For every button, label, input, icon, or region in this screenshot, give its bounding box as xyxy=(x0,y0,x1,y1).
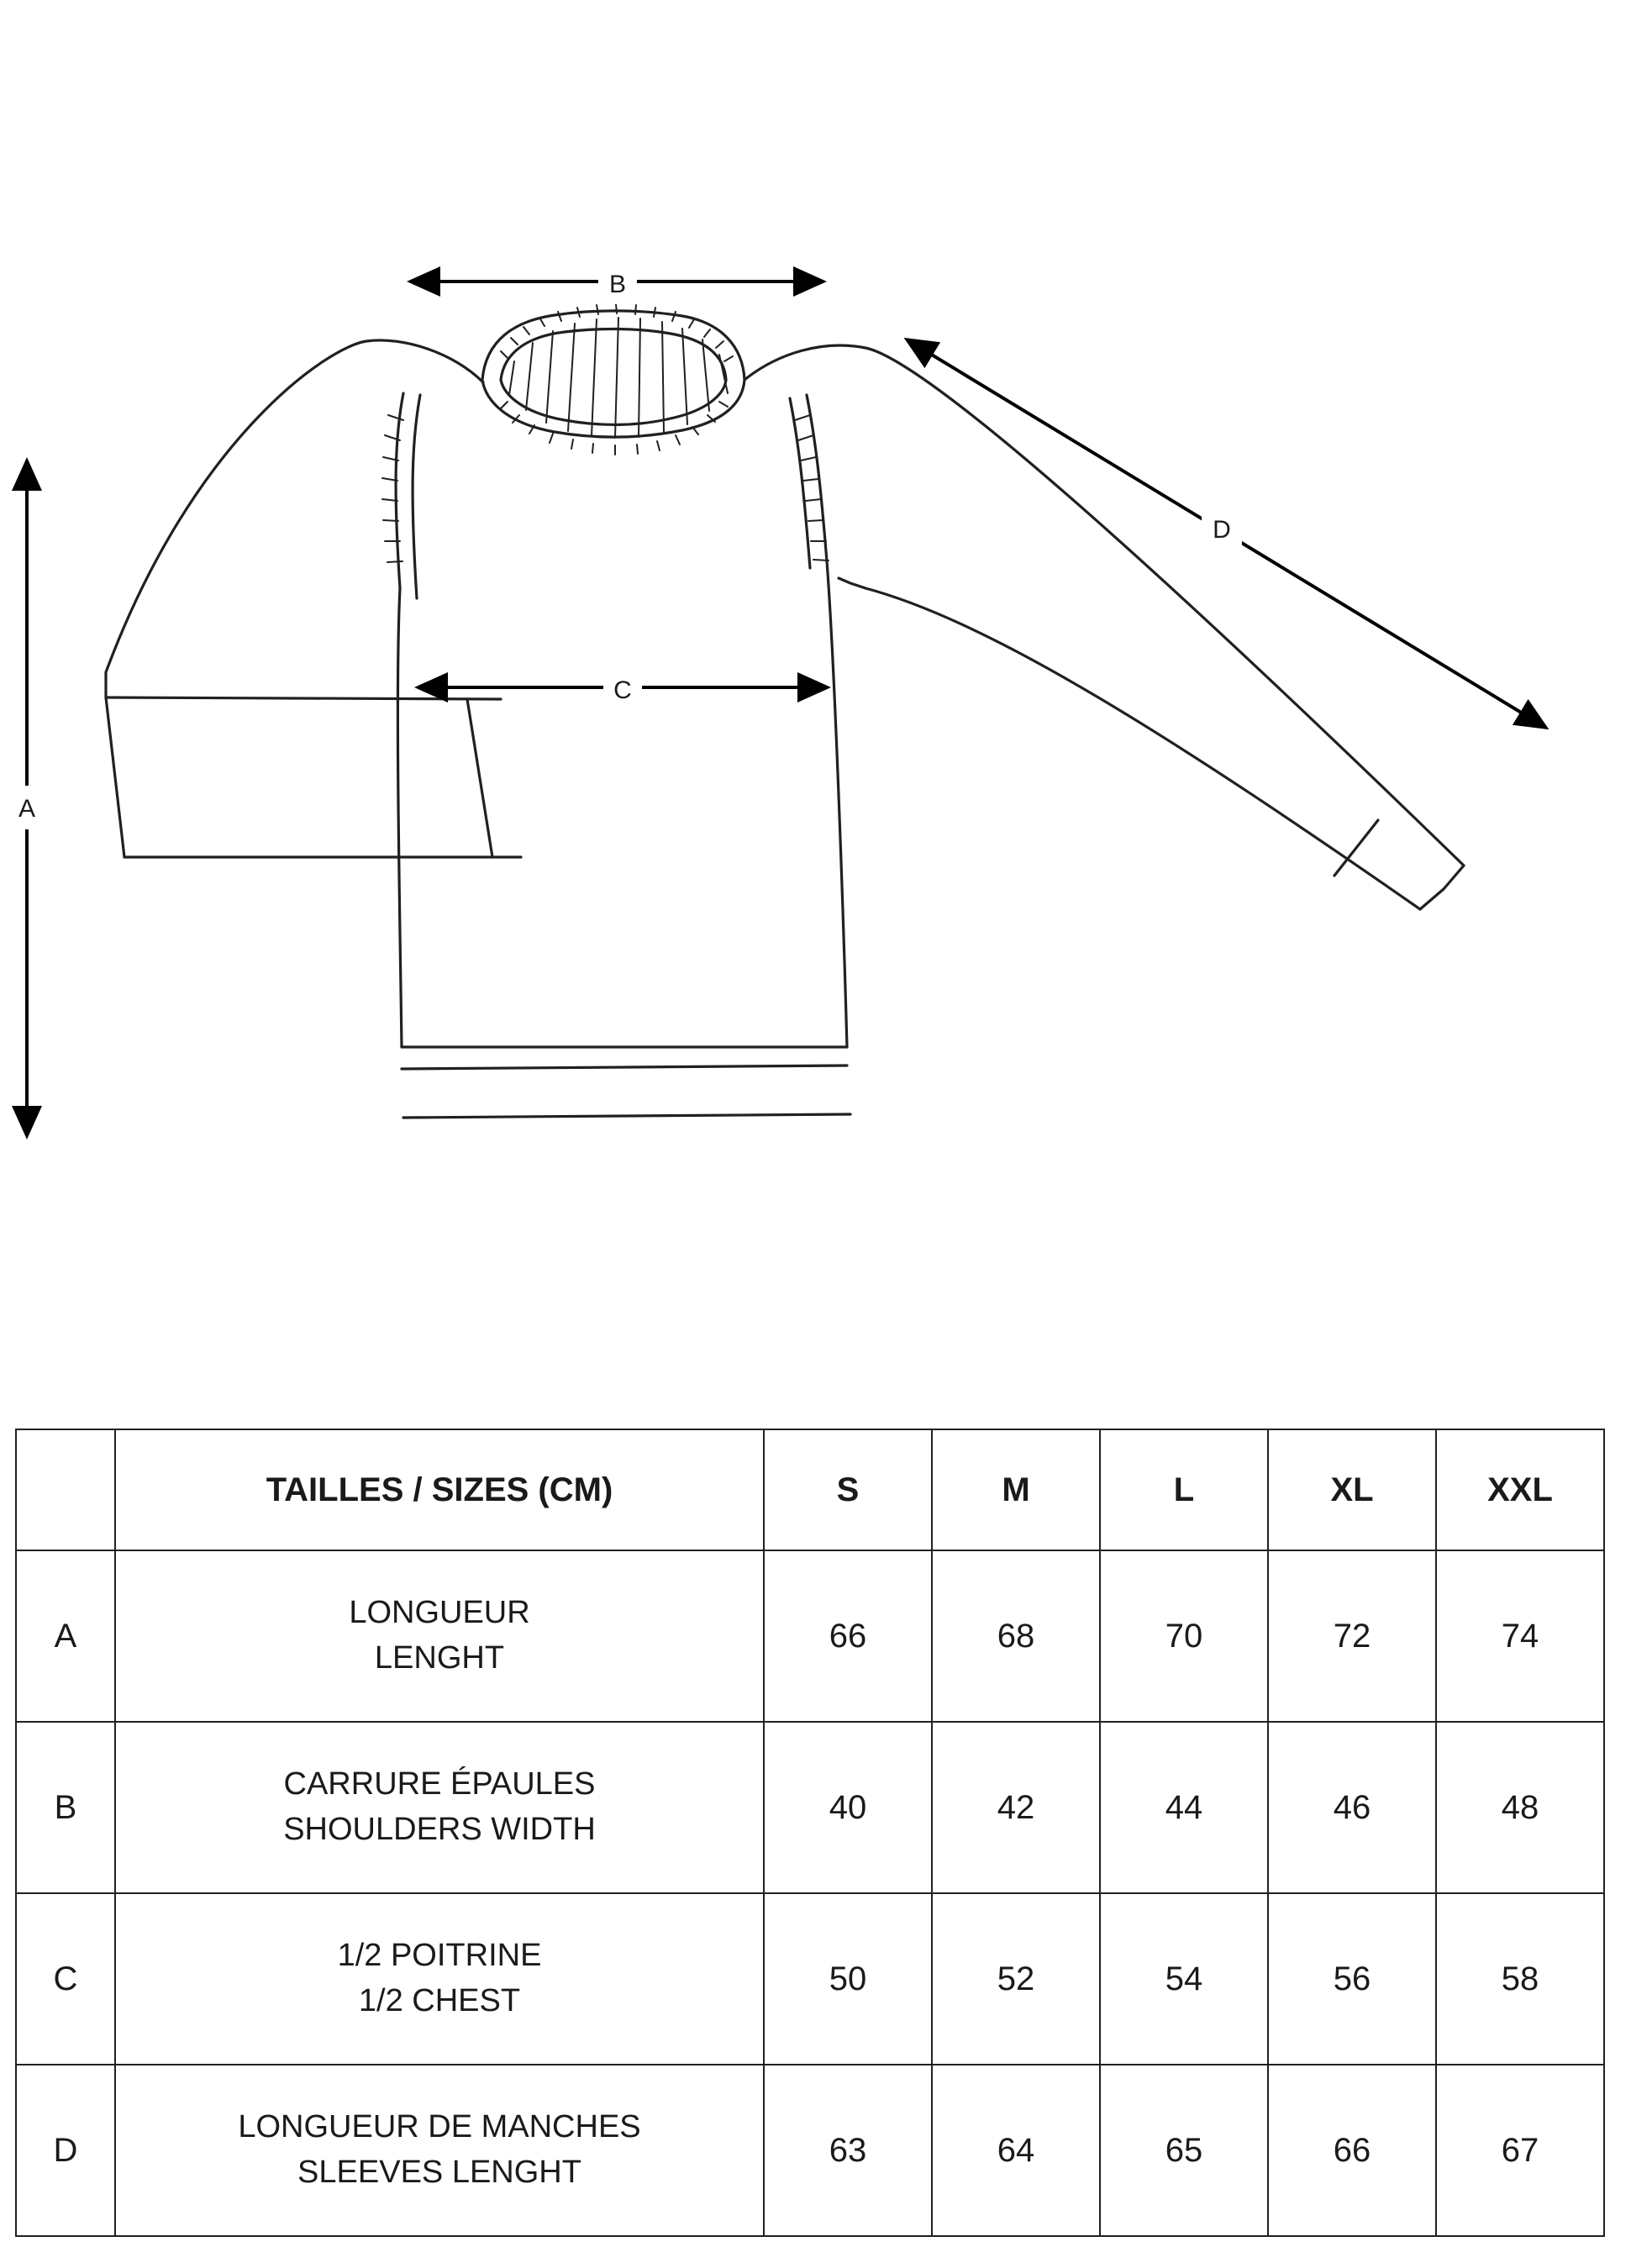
row-key-a: A xyxy=(16,1550,115,1722)
size-table xyxy=(15,1429,1605,2237)
row-c-value-m: 52 xyxy=(932,1893,1100,2065)
row-description-b-en: SHOULDERS WIDTH xyxy=(283,1812,596,1847)
row-key-d: D xyxy=(16,2065,115,2236)
row-description-b-fr: CARRURE ÉPAULES xyxy=(283,1766,596,1802)
row-b-value-l: 44 xyxy=(1100,1722,1268,1893)
row-description-d xyxy=(115,2065,764,2236)
header-size-m: M xyxy=(932,1429,1100,1550)
row-c-value-xl: 56 xyxy=(1268,1893,1436,2065)
row-description-d-fr: LONGUEUR DE MANCHES xyxy=(238,2109,641,2145)
table-row xyxy=(16,1722,1604,1893)
header-size-xl: XL xyxy=(1268,1429,1436,1550)
row-a-value-m: 68 xyxy=(932,1550,1100,1722)
row-description-a-en: LENGHT xyxy=(374,1640,505,1676)
row-key-c: C xyxy=(16,1893,115,2065)
row-c-value-xxl: 58 xyxy=(1436,1893,1604,2065)
row-a-value-l: 70 xyxy=(1100,1550,1268,1722)
sweatshirt-drawing xyxy=(106,304,1464,1118)
row-a-value-xxl: 74 xyxy=(1436,1550,1604,1722)
row-d-value-l: 65 xyxy=(1100,2065,1268,2236)
table-row xyxy=(16,2065,1604,2236)
size-table-wrapper xyxy=(15,1429,1603,2237)
table-header-row xyxy=(16,1429,1604,1550)
row-c-value-l: 54 xyxy=(1100,1893,1268,2065)
row-b-value-xl: 46 xyxy=(1268,1722,1436,1893)
row-d-value-s: 63 xyxy=(764,2065,932,2236)
row-description-c-en: 1/2 CHEST xyxy=(358,1983,521,2018)
row-d-value-xl: 66 xyxy=(1268,2065,1436,2236)
row-b-value-m: 42 xyxy=(932,1722,1100,1893)
row-b-value-xxl: 48 xyxy=(1436,1722,1604,1893)
dimension-label-c: C xyxy=(613,676,632,704)
row-d-value-xxl: 67 xyxy=(1436,2065,1604,2236)
header-description-cell: TAILLES / SIZES (CM) xyxy=(115,1429,764,1550)
row-c-value-s: 50 xyxy=(764,1893,932,2065)
row-key-b: B xyxy=(16,1722,115,1893)
row-a-value-s: 66 xyxy=(764,1550,932,1722)
row-description-d-en: SLEEVES LENGHT xyxy=(297,2155,581,2190)
dimension-label-b: B xyxy=(608,271,627,298)
dimension-label-d: D xyxy=(1213,516,1231,544)
row-description-c xyxy=(115,1893,764,2065)
row-d-value-m: 64 xyxy=(932,2065,1100,2236)
row-description-a-fr: LONGUEUR xyxy=(349,1595,530,1631)
table-row xyxy=(16,1893,1604,2065)
row-description-a xyxy=(115,1550,764,1722)
header-size-xxl: XXL xyxy=(1436,1429,1604,1550)
row-description-c-fr: 1/2 POITRINE xyxy=(337,1938,542,1974)
row-a-value-xl: 72 xyxy=(1268,1550,1436,1722)
dimension-label-a: A xyxy=(18,795,36,823)
table-row xyxy=(16,1550,1604,1722)
row-b-value-s: 40 xyxy=(764,1722,932,1893)
header-size-s: S xyxy=(764,1429,932,1550)
row-description-b xyxy=(115,1722,764,1893)
header-size-l: L xyxy=(1100,1429,1268,1550)
header-key-cell xyxy=(16,1429,115,1550)
